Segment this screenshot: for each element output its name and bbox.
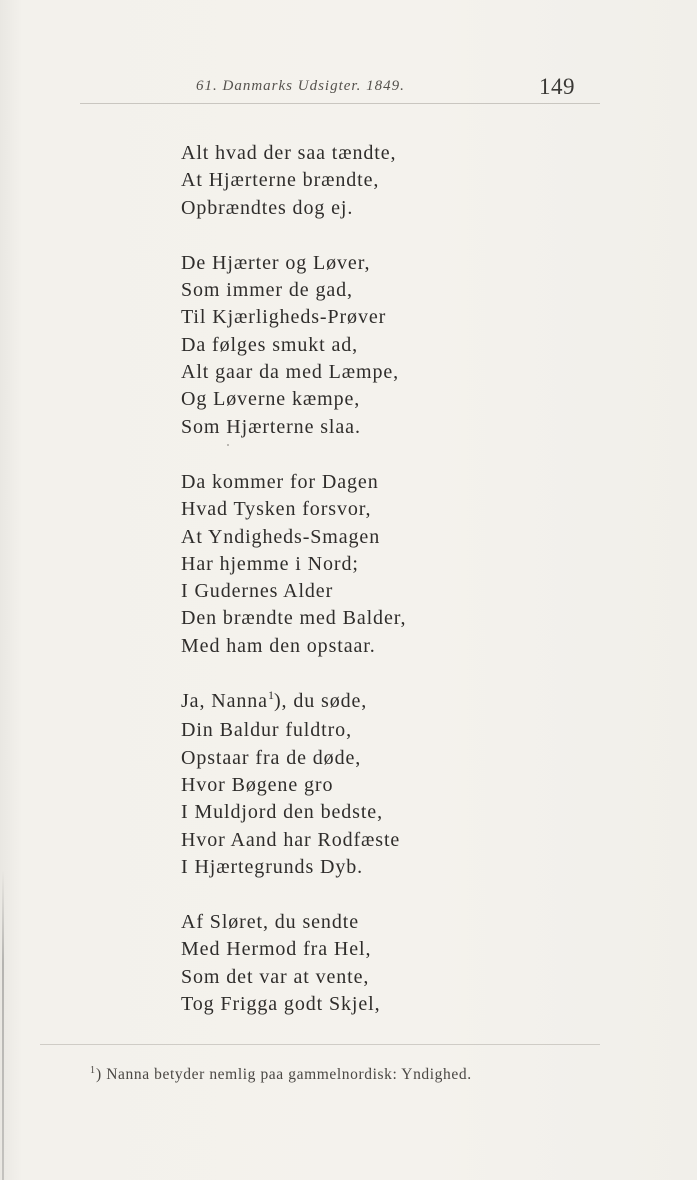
poem-line: Da kommer for Dagen [181,470,379,493]
poem-line: Som det var at vente, [181,965,370,988]
running-title: 61. Danmarks Udsigter. 1849. [196,78,405,94]
poem-line: At Yndigheds-Smagen [181,525,381,548]
stanza-3 [181,469,621,660]
poem-line: De Hjærter og Løver, [181,251,371,274]
poem-line: Har hjemme i Nord; [181,552,359,575]
poem-line: Alt hvad der saa tændte, [181,142,397,164]
footnote-rule [40,1044,600,1045]
binding-gutter-shadow [2,870,4,1180]
stanza-1 [181,140,621,222]
poem-line: Med ham den opstaar. [181,634,376,657]
paper-speck [227,444,229,446]
footnote-reference[interactable]: 1 [267,688,274,703]
poem-line: Tog Frigga godt Skjel, [181,993,381,1016]
poem-line: I Muldjord den bedste, [181,801,383,824]
poem-line: Alt gaar da med Læmpe, [181,361,400,384]
poem-line: Af Sløret, du sendte [181,911,359,934]
running-head [0,74,697,104]
nanna-word: Ja, Nanna [181,690,268,713]
poem-line: Da følges smukt ad, [181,333,359,356]
poem-line: Opbrændtes dog ej. [181,196,354,219]
poem-line-nanna [181,688,621,717]
poem-line: Hvad Tysken forsvor, [181,498,372,521]
stanza-4 [181,688,621,881]
poem-line: I Hjærtegrunds Dyb. [181,855,364,878]
header-rule [80,103,600,104]
poem-line: Hvor Bøgene gro [181,773,334,796]
footnote-text: Nanna betyder nemlig paa gammelnordisk: Yndighed. [106,1066,472,1083]
nanna-line-rest: ), du søde, [273,690,368,713]
poem-line: Med Hermod fra Hel, [181,938,372,961]
footnote-marker: 1 [90,1065,95,1076]
poem [181,140,621,1046]
poem-line: Hvor Aand har Rodfæste [181,828,401,851]
stanza-2 [181,250,621,441]
poem-line: Din Baldur fuldtro, [181,719,352,742]
footnote-paren: ) [96,1066,102,1083]
poem-line: At Hjærterne brændte, [181,169,380,192]
poem-line: Til Kjærligheds-Prøver [181,306,387,329]
page-number: 149 [539,74,575,99]
poem-line: Og Løverne kæmpe, [181,388,361,411]
poem-line: Opstaar fra de døde, [181,746,362,769]
poem-line: Som immer de gad, [181,279,353,302]
poem-line: Den brændte med Balder, [181,607,407,630]
stanza-5 [181,909,621,1018]
poem-line: Som Hjærterne slaa. [181,415,361,438]
poem-line: I Gudernes Alder [181,580,334,603]
footnote [90,1066,472,1084]
